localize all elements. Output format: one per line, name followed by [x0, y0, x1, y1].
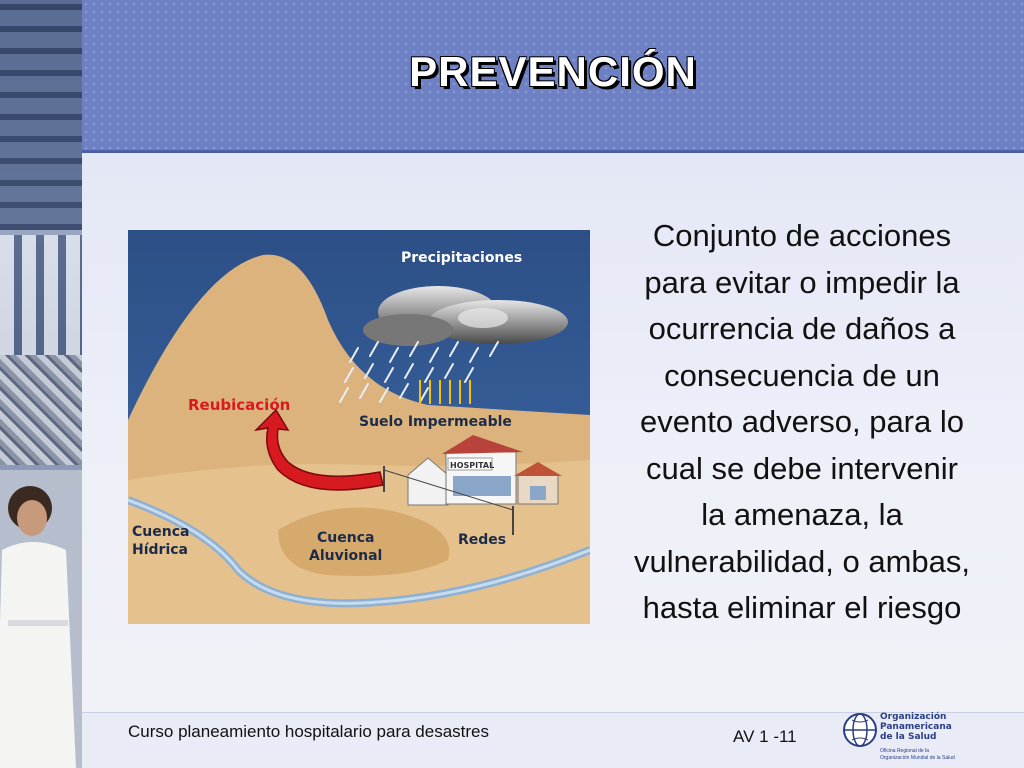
- logo-subtitle: [880, 748, 955, 762]
- definition-line: para evitar o impedir la: [644, 264, 960, 300]
- label-precipitation: Precipitaciones: [401, 250, 523, 266]
- left-photo-strip: [0, 0, 82, 768]
- definition-line: cual se debe intervenir: [646, 450, 958, 486]
- definition-line: consecuencia de un: [664, 357, 940, 393]
- definition-line: ocurrencia de daños a: [648, 311, 956, 346]
- hospital-sign: HOSPITAL: [450, 461, 495, 470]
- prevention-diagram: [128, 230, 590, 624]
- label-impermeable-soil: Suelo Impermeable: [359, 414, 512, 430]
- definition-line: Conjunto de acciones: [652, 218, 952, 253]
- footer-slide-code: AV 1 -11: [733, 727, 797, 746]
- logo-name: [880, 712, 952, 742]
- definition-line: vulnerabilidad, o ambas,: [633, 543, 971, 579]
- label-alluvial-basin-1: Cuenca: [317, 530, 375, 546]
- label-networks: Redes: [458, 532, 507, 548]
- definition-line: evento adverso, para lo: [640, 404, 964, 439]
- logo-name-line: Organización: [880, 712, 947, 722]
- definition-line: hasta eliminar el riesgo: [642, 590, 962, 625]
- label-alluvial-basin-2: Aluvional: [309, 548, 383, 564]
- logo-subtitle-line: Oficina Regional de la: [880, 748, 929, 754]
- slide-title: PREVENCIÓN: [409, 48, 697, 95]
- logo-name-line: de la Salud: [880, 732, 937, 742]
- label-relocation: Reubicación: [188, 396, 291, 414]
- hospital-building-photo: [0, 235, 82, 355]
- globe-icon: [842, 710, 878, 750]
- paho-logo: [840, 706, 1024, 768]
- definition-line: la amenaza, la: [701, 497, 903, 532]
- building-photo: [0, 0, 82, 230]
- label-hydric-basin-1: Cuenca: [132, 524, 190, 540]
- logo-name-line: Panamericana: [880, 722, 952, 732]
- rubble-photo: [0, 355, 82, 465]
- label-hydric-basin-2: Hídrica: [132, 542, 188, 558]
- nurse-photo: [0, 470, 82, 768]
- logo-subtitle-line: Organización Mundial de la Salud: [880, 755, 955, 761]
- definition-text: [602, 213, 1002, 632]
- footer-course-name: Curso planeamiento hospitalario para desastres: [128, 722, 489, 741]
